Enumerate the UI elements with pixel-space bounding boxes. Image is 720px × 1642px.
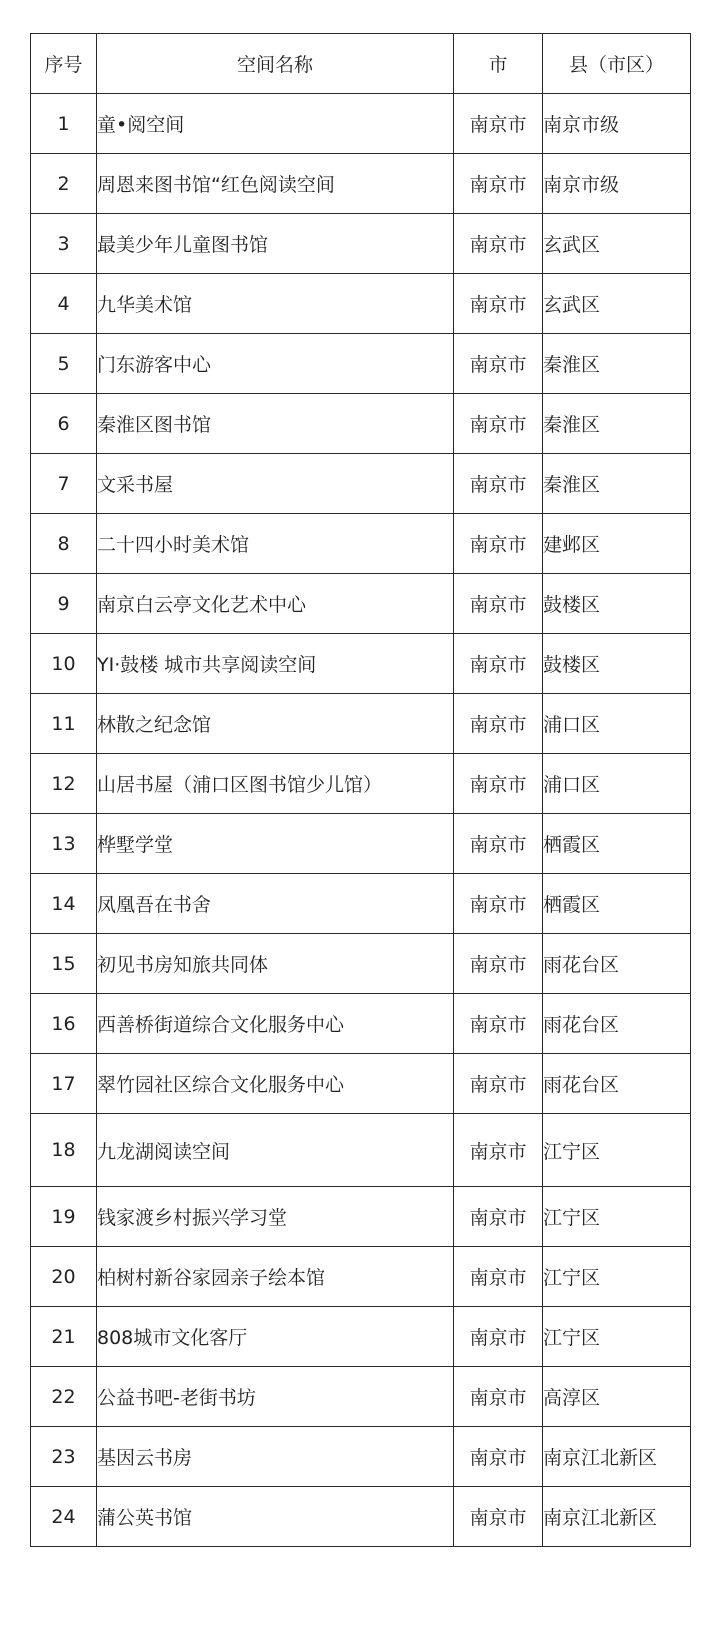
cell-district: 浦口区	[543, 694, 691, 754]
header-name: 空间名称	[97, 34, 454, 94]
cell-district: 玄武区	[543, 214, 691, 274]
cell-seq: 22	[31, 1367, 97, 1427]
cell-district: 建邺区	[543, 514, 691, 574]
cell-district: 雨花台区	[543, 994, 691, 1054]
cell-seq: 8	[31, 514, 97, 574]
cell-city: 南京市	[454, 154, 543, 214]
cell-name: 最美少年儿童图书馆	[97, 214, 454, 274]
cell-name: 童•阅空间	[97, 94, 454, 154]
cell-name: 门东游客中心	[97, 334, 454, 394]
cell-seq: 24	[31, 1487, 97, 1547]
cell-district: 栖霞区	[543, 874, 691, 934]
header-city: 市	[454, 34, 543, 94]
cell-district: 秦淮区	[543, 454, 691, 514]
cell-city: 南京市	[454, 1367, 543, 1427]
cell-name: 九华美术馆	[97, 274, 454, 334]
cell-district: 雨花台区	[543, 1054, 691, 1114]
cell-city: 南京市	[454, 814, 543, 874]
cell-seq: 3	[31, 214, 97, 274]
cell-district: 南京市级	[543, 94, 691, 154]
cell-name: 蒲公英书馆	[97, 1487, 454, 1547]
cell-name: 山居书屋（浦口区图书馆少儿馆）	[97, 754, 454, 814]
cell-district: 江宁区	[543, 1114, 691, 1187]
cell-district: 鼓楼区	[543, 634, 691, 694]
table-row	[31, 574, 691, 634]
cell-city: 南京市	[454, 274, 543, 334]
cell-name: 林散之纪念馆	[97, 694, 454, 754]
table-row	[31, 1367, 691, 1427]
table-row	[31, 1054, 691, 1114]
cell-seq: 19	[31, 1187, 97, 1247]
cell-district: 鼓楼区	[543, 574, 691, 634]
cell-city: 南京市	[454, 874, 543, 934]
cell-name: 九龙湖阅读空间	[97, 1114, 454, 1187]
cell-name: YI·鼓楼 城市共享阅读空间	[97, 634, 454, 694]
header-row	[31, 34, 691, 94]
cell-city: 南京市	[454, 1247, 543, 1307]
cell-city: 南京市	[454, 994, 543, 1054]
table-row	[31, 934, 691, 994]
cell-seq: 23	[31, 1427, 97, 1487]
cell-district: 南京江北新区	[543, 1427, 691, 1487]
cell-name: 公益书吧-老街书坊	[97, 1367, 454, 1427]
cell-city: 南京市	[454, 1054, 543, 1114]
cell-district: 秦淮区	[543, 334, 691, 394]
cell-seq: 18	[31, 1114, 97, 1187]
cell-name: 周恩来图书馆“红色阅读空间	[97, 154, 454, 214]
cell-city: 南京市	[454, 574, 543, 634]
cell-seq: 1	[31, 94, 97, 154]
cell-name: 初见书房知旅共同体	[97, 934, 454, 994]
cell-district: 江宁区	[543, 1247, 691, 1307]
cell-name: 凤凰吾在书舍	[97, 874, 454, 934]
cell-seq: 10	[31, 634, 97, 694]
header-seq: 序号	[31, 34, 97, 94]
cell-district: 南京江北新区	[543, 1487, 691, 1547]
cell-seq: 14	[31, 874, 97, 934]
cell-seq: 15	[31, 934, 97, 994]
cell-name: 二十四小时美术馆	[97, 514, 454, 574]
cell-seq: 12	[31, 754, 97, 814]
cell-seq: 5	[31, 334, 97, 394]
cell-city: 南京市	[454, 94, 543, 154]
cell-name: 西善桥街道综合文化服务中心	[97, 994, 454, 1054]
table-row	[31, 394, 691, 454]
cell-seq: 11	[31, 694, 97, 754]
cell-seq: 9	[31, 574, 97, 634]
table-row	[31, 1247, 691, 1307]
table-row	[31, 1187, 691, 1247]
cell-district: 秦淮区	[543, 394, 691, 454]
cell-name: 南京白云亭文化艺术中心	[97, 574, 454, 634]
cell-name: 桦墅学堂	[97, 814, 454, 874]
cell-name: 钱家渡乡村振兴学习堂	[97, 1187, 454, 1247]
cell-seq: 16	[31, 994, 97, 1054]
cell-district: 南京市级	[543, 154, 691, 214]
cell-district: 玄武区	[543, 274, 691, 334]
cell-seq: 21	[31, 1307, 97, 1367]
table-row	[31, 754, 691, 814]
table-row	[31, 634, 691, 694]
cell-city: 南京市	[454, 394, 543, 454]
cell-city: 南京市	[454, 1487, 543, 1547]
table-row	[31, 694, 691, 754]
cell-name: 翠竹园社区综合文化服务中心	[97, 1054, 454, 1114]
cell-city: 南京市	[454, 334, 543, 394]
table-row	[31, 994, 691, 1054]
cell-city: 南京市	[454, 214, 543, 274]
table-row	[31, 334, 691, 394]
reading-space-table	[30, 33, 691, 1547]
cell-city: 南京市	[454, 634, 543, 694]
table-row	[31, 274, 691, 334]
cell-city: 南京市	[454, 1114, 543, 1187]
table-row	[31, 1114, 691, 1187]
cell-district: 高淳区	[543, 1367, 691, 1427]
cell-district: 浦口区	[543, 754, 691, 814]
cell-name: 文采书屋	[97, 454, 454, 514]
table-row	[31, 1427, 691, 1487]
cell-name: 秦淮区图书馆	[97, 394, 454, 454]
cell-name: 808城市文化客厅	[97, 1307, 454, 1367]
table-row	[31, 454, 691, 514]
table-row	[31, 1487, 691, 1547]
cell-district: 江宁区	[543, 1187, 691, 1247]
cell-name: 柏树村新谷家园亲子绘本馆	[97, 1247, 454, 1307]
cell-city: 南京市	[454, 1307, 543, 1367]
cell-seq: 17	[31, 1054, 97, 1114]
cell-city: 南京市	[454, 1187, 543, 1247]
table-row	[31, 94, 691, 154]
cell-seq: 13	[31, 814, 97, 874]
cell-city: 南京市	[454, 454, 543, 514]
table-row	[31, 814, 691, 874]
cell-city: 南京市	[454, 1427, 543, 1487]
cell-city: 南京市	[454, 934, 543, 994]
header-district: 县（市区）	[543, 34, 691, 94]
table-row	[31, 214, 691, 274]
table-row	[31, 1307, 691, 1367]
cell-district: 栖霞区	[543, 814, 691, 874]
cell-seq: 7	[31, 454, 97, 514]
table-body	[31, 94, 691, 1547]
cell-seq: 4	[31, 274, 97, 334]
table-row	[31, 514, 691, 574]
cell-name: 基因云书房	[97, 1427, 454, 1487]
cell-city: 南京市	[454, 694, 543, 754]
table-header	[31, 34, 691, 94]
cell-seq: 20	[31, 1247, 97, 1307]
cell-city: 南京市	[454, 514, 543, 574]
table-row	[31, 154, 691, 214]
cell-seq: 6	[31, 394, 97, 454]
cell-district: 雨花台区	[543, 934, 691, 994]
table-row	[31, 874, 691, 934]
cell-district: 江宁区	[543, 1307, 691, 1367]
cell-seq: 2	[31, 154, 97, 214]
cell-city: 南京市	[454, 754, 543, 814]
